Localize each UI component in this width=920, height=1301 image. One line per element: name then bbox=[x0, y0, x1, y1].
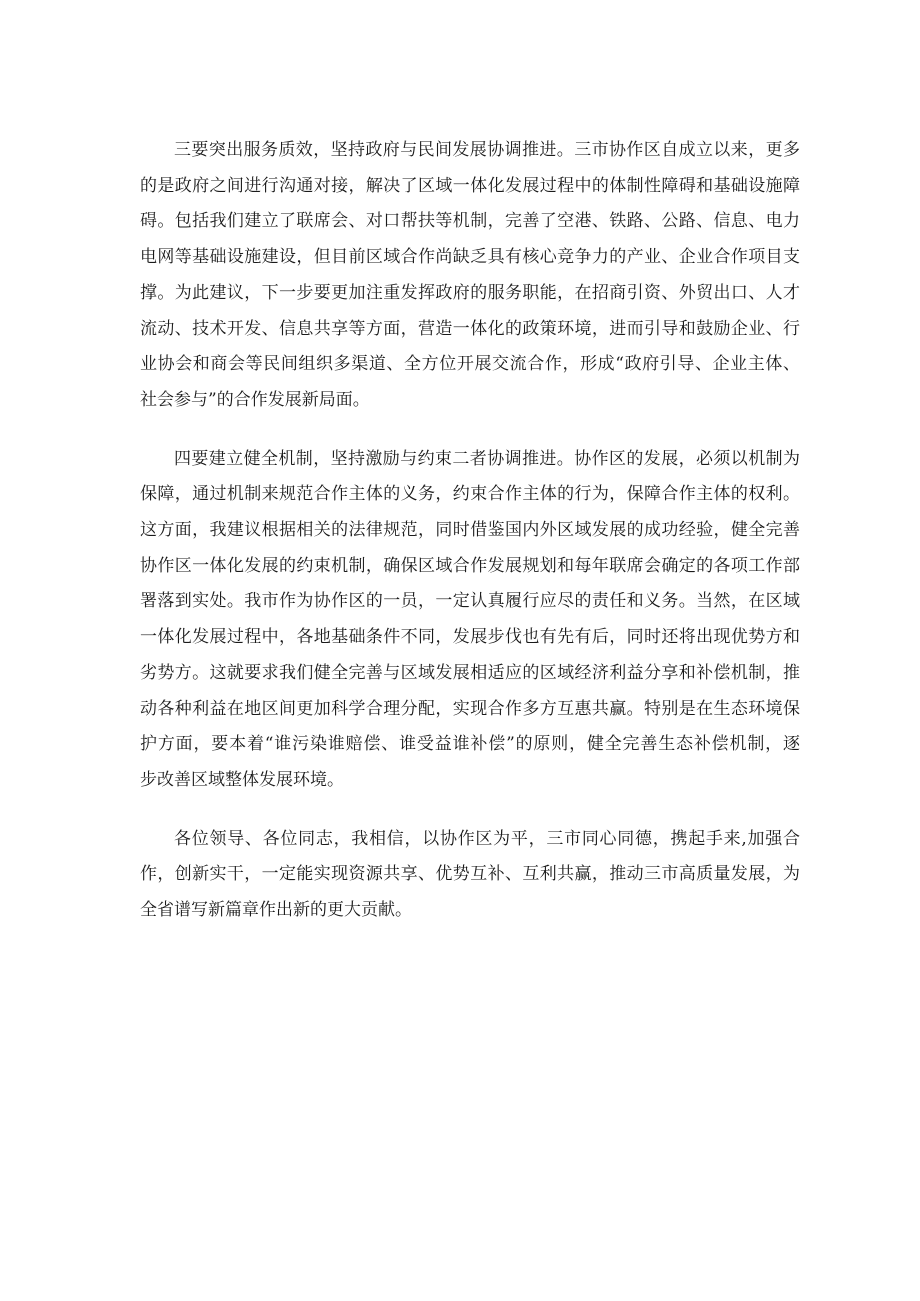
paragraph-line: 全省谱写新篇章作出新的更大贡献。 bbox=[140, 900, 412, 921]
paragraph-line: 这方面，我建议根据相关的法律规范，同时借鉴国内外区域发展的成功经验，健全完善 bbox=[140, 520, 800, 541]
document-body bbox=[140, 133, 800, 952]
paragraph-line: 流动、技术开发、信息共享等方面，营造一体化的政策环境，进而引导和鼓励企业、行 bbox=[140, 318, 800, 339]
paragraph-line: 电网等基础设施建设，但目前区域合作尚缺乏具有核心竞争力的产业、企业合作项目支 bbox=[140, 247, 800, 268]
paragraph-line: 劣势方。这就要求我们健全完善与区域发展相适应的区域经济利益分享和补偿机制，推 bbox=[140, 662, 800, 683]
paragraph-line: 协作区一体化发展的约束机制，确保区域合作发展规划和每年联席会确定的各项工作部 bbox=[140, 555, 800, 576]
paragraph-line: 作，创新实干，一定能实现资源共享、优势互补、互利共赢，推动三市高质量发展，为 bbox=[140, 864, 800, 885]
paragraph-line: 碍。包括我们建立了联席会、对口帮扶等机制，完善了空港、铁路、公路、信息、电力 bbox=[140, 211, 800, 232]
paragraph-line: 保障，通过机制来规范合作主体的义务，约束合作主体的行为，保障合作主体的权利。 bbox=[140, 484, 800, 505]
paragraph-mechanism bbox=[140, 442, 800, 799]
paragraph-service-quality bbox=[140, 133, 800, 419]
paragraph-line: 动各种利益在地区间更加科学合理分配，实现合作多方互惠共赢。特别是在生态环境保 bbox=[140, 698, 800, 719]
paragraph-line: 护方面，要本着“谁污染谁赔偿、谁受益谁补偿”的原则，健全完善生态补偿机制，逐 bbox=[140, 734, 800, 755]
paragraph-line: 撑。为此建议，下一步要更加注重发挥政府的服务职能，在招商引资、外贸出口、人才 bbox=[140, 282, 800, 303]
paragraph-line: 四要建立健全机制，坚持激励与约束二者协调推进。协作区的发展，必须以机制为 bbox=[174, 448, 800, 469]
paragraph-line: 的是政府之间进行沟通对接，解决了区域一体化发展过程中的体制性障碍和基础设施障 bbox=[140, 175, 800, 196]
paragraph-line: 各位领导、各位同志，我相信，以协作区为平，三市同心同德，携起手来,加强合 bbox=[174, 828, 800, 849]
paragraph-line: 三要突出服务质效，坚持政府与民间发展协调推进。三市协作区自成立以来，更多 bbox=[174, 140, 800, 160]
paragraph-closing bbox=[140, 822, 800, 929]
paragraph-line: 署落到实处。我市作为协作区的一员，一定认真履行应尽的责任和义务。当然，在区域 bbox=[140, 591, 800, 612]
paragraph-line: 社会参与”的合作发展新局面。 bbox=[140, 389, 370, 410]
paragraph-line: 步改善区域整体发展环境。 bbox=[140, 769, 344, 790]
paragraph-line: 业协会和商会等民间组织多渠道、全方位开展交流合作，形成“政府引导、企业主体、 bbox=[140, 354, 800, 375]
paragraph-line: 一体化发展过程中，各地基础条件不同，发展步伐也有先有后，同时还将出现优势方和 bbox=[140, 627, 800, 648]
